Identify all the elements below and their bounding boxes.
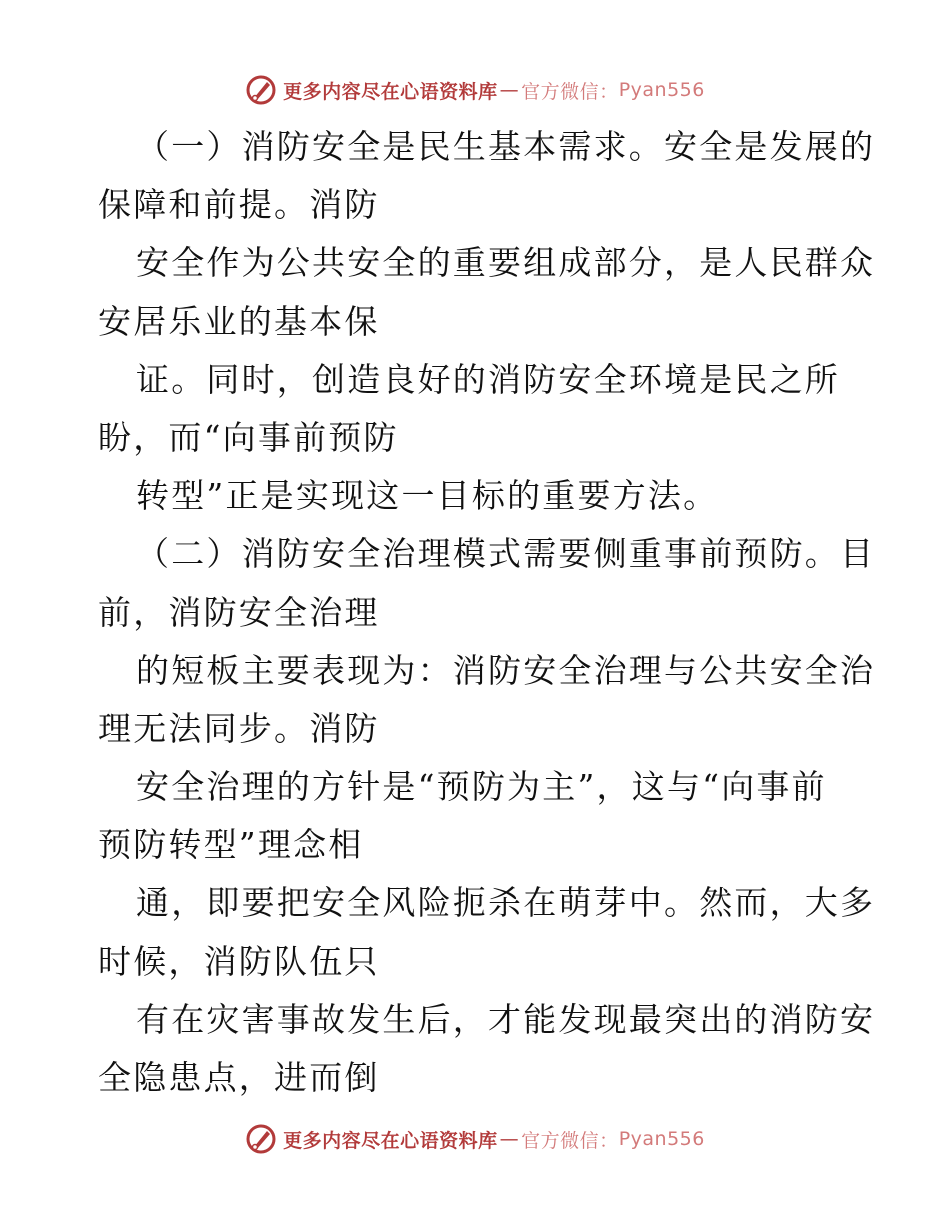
text-line: （二）消防安全治理模式需要侧重事前预防。目 bbox=[136, 534, 876, 574]
text-line: 有在灾害事故发生后，才能发现最突出的消防安 bbox=[136, 999, 876, 1039]
pen-logo-icon bbox=[245, 1123, 277, 1155]
text-line: 预防转型”理念相 bbox=[98, 825, 364, 865]
text-line: 通，即要把安全风险扼杀在萌芽中。然而，大多 bbox=[136, 883, 876, 923]
text-line: 安全治理的方针是“预防为主”，这与“向事前 bbox=[136, 767, 827, 807]
text-line: 时候，消防队伍只 bbox=[98, 941, 380, 981]
banner-text-wechat: 官方微信： bbox=[521, 1129, 619, 1152]
text-line: 安全作为公共安全的重要组成部分，是人民群众 bbox=[136, 243, 876, 283]
banner-text-id: Pyan556 bbox=[618, 79, 705, 101]
document-body bbox=[98, 118, 876, 1107]
banner-dash: — bbox=[499, 1128, 520, 1150]
banner-text-main: 更多内容尽在心语资料库 bbox=[283, 1129, 498, 1152]
text-line: 的短板主要表现为：消防安全治理与公共安全治 bbox=[136, 650, 876, 690]
banner-dash: — bbox=[499, 79, 520, 101]
text-line: 安居乐业的基本保 bbox=[98, 301, 380, 341]
banner-text-wechat: 官方微信： bbox=[521, 80, 619, 103]
text-line: 证。同时，创造良好的消防安全环境是民之所 bbox=[136, 359, 840, 399]
footer-watermark bbox=[0, 1119, 950, 1159]
banner-text-main: 更多内容尽在心语资料库 bbox=[283, 80, 498, 103]
text-line: 保障和前提。消防 bbox=[98, 185, 380, 225]
header-watermark bbox=[0, 70, 950, 110]
text-line: 盼，而“向事前预防 bbox=[98, 417, 399, 457]
text-line: （一）消防安全是民生基本需求。安全是发展的 bbox=[136, 127, 876, 166]
pen-logo-icon bbox=[245, 74, 277, 106]
text-line: 理无法同步。消防 bbox=[98, 708, 380, 748]
text-line: 转型”正是实现这一目标的重要方法。 bbox=[136, 476, 719, 516]
text-line: 全隐患点，进而倒 bbox=[98, 1058, 380, 1097]
banner-text-id: Pyan556 bbox=[618, 1128, 705, 1150]
text-line: 前，消防安全治理 bbox=[98, 592, 380, 632]
